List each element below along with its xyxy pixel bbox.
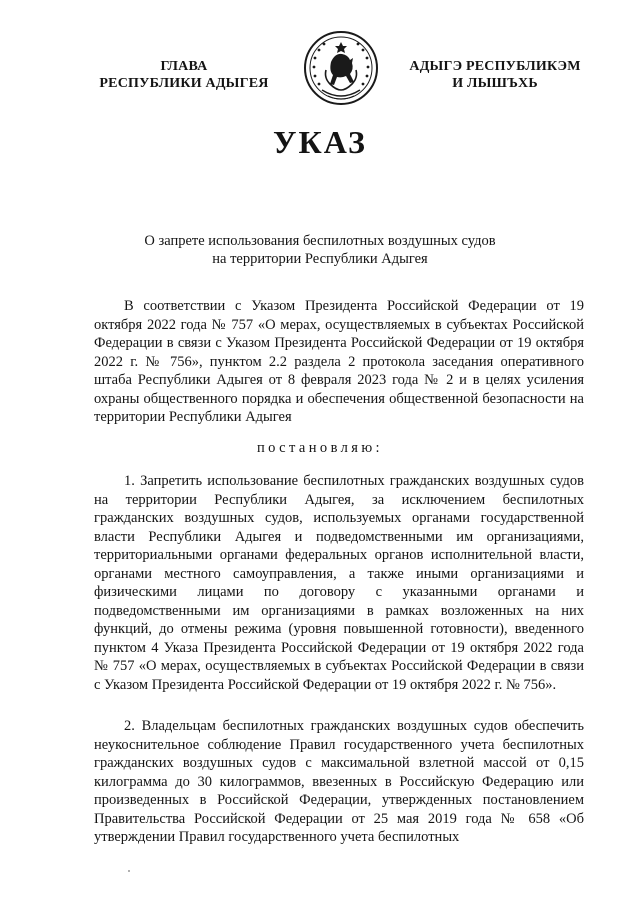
header-left-line1: ГЛАВА [160,59,208,74]
header-right-title [400,58,590,92]
header-right-line2: И ЛЫШЪХЬ [452,76,538,91]
document-title: УКАЗ [273,124,367,160]
document-subject [100,232,540,268]
subject-line-2: на территории Республики Адыгея [212,251,428,267]
resolution-word: постановляю: [257,440,383,456]
scan-artifact [128,870,130,872]
clause-1-paragraph: 1. Запретить использование беспилотных гражданских воздушных судов на территории Республики Адыгея, за исключением беспилотных гражданских воздушных судов, используемых органами государственной власти Республики Адыгея и подведомственными им организациями, территориальными органами федеральных органов исполнительной власти, органами местного самоуправления, а также иными организациями и физическими лицами по договору с указанными органами и подведомственными им организациями в рамках возложенных на них функций, до отмены режима (уровня повышенной готовности), введенного пунктом 4 Указа Президента Российской Федерации от 19 октября 2022 года № 757 «О мерах, осуществляемых в субъектах Российской Федерации в связи с Указом Президента Российской Федерации от 19 октября 2022 г. № 756». [94,473,584,693]
subject-line-1: О запрете использования беспилотных воздушных судов [144,233,496,249]
clause-2-paragraph: 2. Владельцам беспилотных гражданских воздушных судов обеспечить неукоснительное соблюдение Правил государственного учета беспилотных гражданских воздушных судов с максимальной взлетной массой от 0,15 килограмма до 30 килограммов, ввезенных в Российскую Федерацию или произведенных в Российской Федерации, утвержденных постановлением Правительства Российской Федерации от 25 мая 2019 года № 658 «Об утверждении Правил государственного учета беспилотных [94,718,584,845]
header-left-title [96,58,272,92]
header-right-line1: АДЫГЭ РЕСПУБЛИКЭМ [409,59,581,74]
preamble-paragraph: В соответствии с Указом Президента Российской Федерации от 19 октября 2022 года № 757 «О мерах, осуществляемых в субъектах Российской Федерации в связи с Указом Президента Российской Федерации от 19 октября 2022 г. № 756», пунктом 2.2 раздела 2 протокола заседания оперативного штаба Республики Адыгея от 8 февраля 2023 года № 2 и в целях усиления охраны общественного порядка и обеспечения общественной безопасности на территории Республики Адыгея [94,298,584,425]
coat-of-arms-icon [302,28,380,110]
header-left-line2: РЕСПУБЛИКИ АДЫГЕЯ [99,76,269,91]
